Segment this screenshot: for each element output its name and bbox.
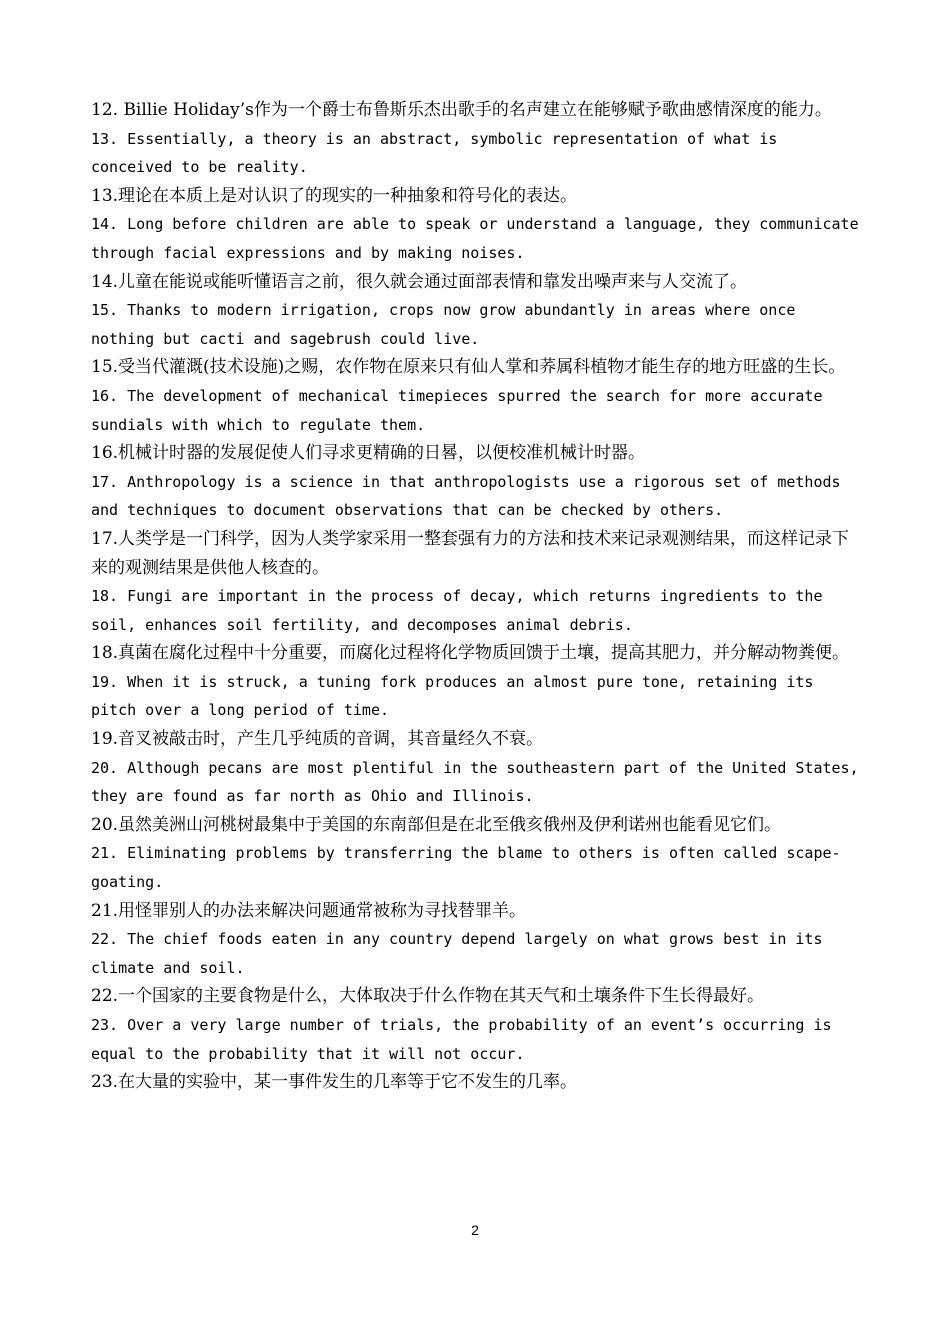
page-number: 2 bbox=[471, 1222, 479, 1238]
sentence-22-en: 22. The chief foods eaten in any country depend largely on what grows best in its climate and soil. bbox=[91, 930, 832, 977]
sentence-21-zh: 21.用怪罪别人的办法来解决问题通常被称为寻找替罪羊。 bbox=[91, 900, 527, 921]
sentence-15-zh: 15.受当代灌溉(技术设施)之赐，农作物在原来只有仙人掌和荞属科植物才能生存的地方旺盛的生长。 bbox=[91, 357, 846, 378]
sentence-18-zh: 18.真菌在腐化过程中十分重要，而腐化过程将化学物质回馈于土壤，提高其肥力，并分解动物粪便。 bbox=[91, 643, 850, 664]
sentence-19-zh: 19.音叉被敲击时，产生几乎纯质的音调，其音量经久不衰。 bbox=[91, 729, 544, 750]
sentence-23-zh: 23.在大量的实验中，某一事件发生的几率等于它不发生的几率。 bbox=[91, 1072, 578, 1093]
sentence-22-zh: 22.一个国家的主要食物是什么，大体取决于什么作物在其天气和土壤条件下生长得最好。 bbox=[91, 986, 765, 1007]
sentence-14-zh: 14.儿童在能说或能听懂语言之前，很久就会通过面部表情和靠发出噪声来与人交流了。 bbox=[91, 271, 748, 292]
sentence-17-en: 17. Anthropology is a science in that anthropologists use a rigorous set of methods and techniques to document observations that can be checked by others. bbox=[91, 472, 850, 520]
sentence-20-en: 20. Although pecans are most plentiful in the southeastern part of the United States, they are found as far north as Ohio and Illinois. bbox=[91, 758, 868, 806]
sentence-19-en: 19. When it is struck, a tuning fork produces an almost pure tone, retaining its pitch over a long period of time. bbox=[91, 672, 823, 720]
sentence-16-en: 16. The development of mechanical timepieces spurred the search for more accurate sundials with which to regulate them. bbox=[91, 386, 832, 434]
sentence-15-en: 15. Thanks to modern irrigation, crops now grow abundantly in areas where once nothing but cacti and sagebrush could live. bbox=[91, 301, 805, 348]
sentence-17-zh: 17.人类学是一门科学，因为人类学家采用一整套强有力的方法和技术来记录观测结果，而这样记录下来的观测结果是供他人核查的。 bbox=[91, 528, 850, 578]
sentence-16-zh: 16.机械计时器的发展促使人们寻求更精确的日晷，以便校准机械计时器。 bbox=[91, 443, 646, 464]
sentence-23-en: 23. Over a very large number of trials, the probability of an event’s occurring is equal to the probability that it will not occur. bbox=[91, 1016, 841, 1063]
sentence-13-en: 13. Essentially, a theory is an abstract, symbolic representation of what is conceived to be reality. bbox=[91, 129, 787, 177]
sentence-13-zh: 13.理论在本质上是对认识了的现实的一种抽象和符号化的表达。 bbox=[91, 185, 578, 206]
sentence-21-en: 21. Eliminating problems by transferring the blame to others is often called scape-goating. bbox=[91, 844, 841, 892]
sentence-20-zh: 20.虽然美洲山河桃树最集中于美国的东南部但是在北至俄亥俄州及伊利诺州也能看见它们。 bbox=[91, 814, 782, 835]
sentence-14-en: 14. Long before children are able to speak or understand a language, they communicate through facial expressions and by making noises. bbox=[91, 215, 868, 262]
sentence-18-en: 18. Fungi are important in the process of decay, which returns ingredients to the soil, enhances soil fertility, and decomposes animal debris. bbox=[91, 587, 832, 634]
document-body bbox=[91, 96, 868, 1097]
sentence-12-zh: 12. Billie Holiday’s作为一个爵士布鲁斯乐杰出歌手的名声建立在能够赋予歌曲感情深度的能力。 bbox=[91, 100, 832, 120]
